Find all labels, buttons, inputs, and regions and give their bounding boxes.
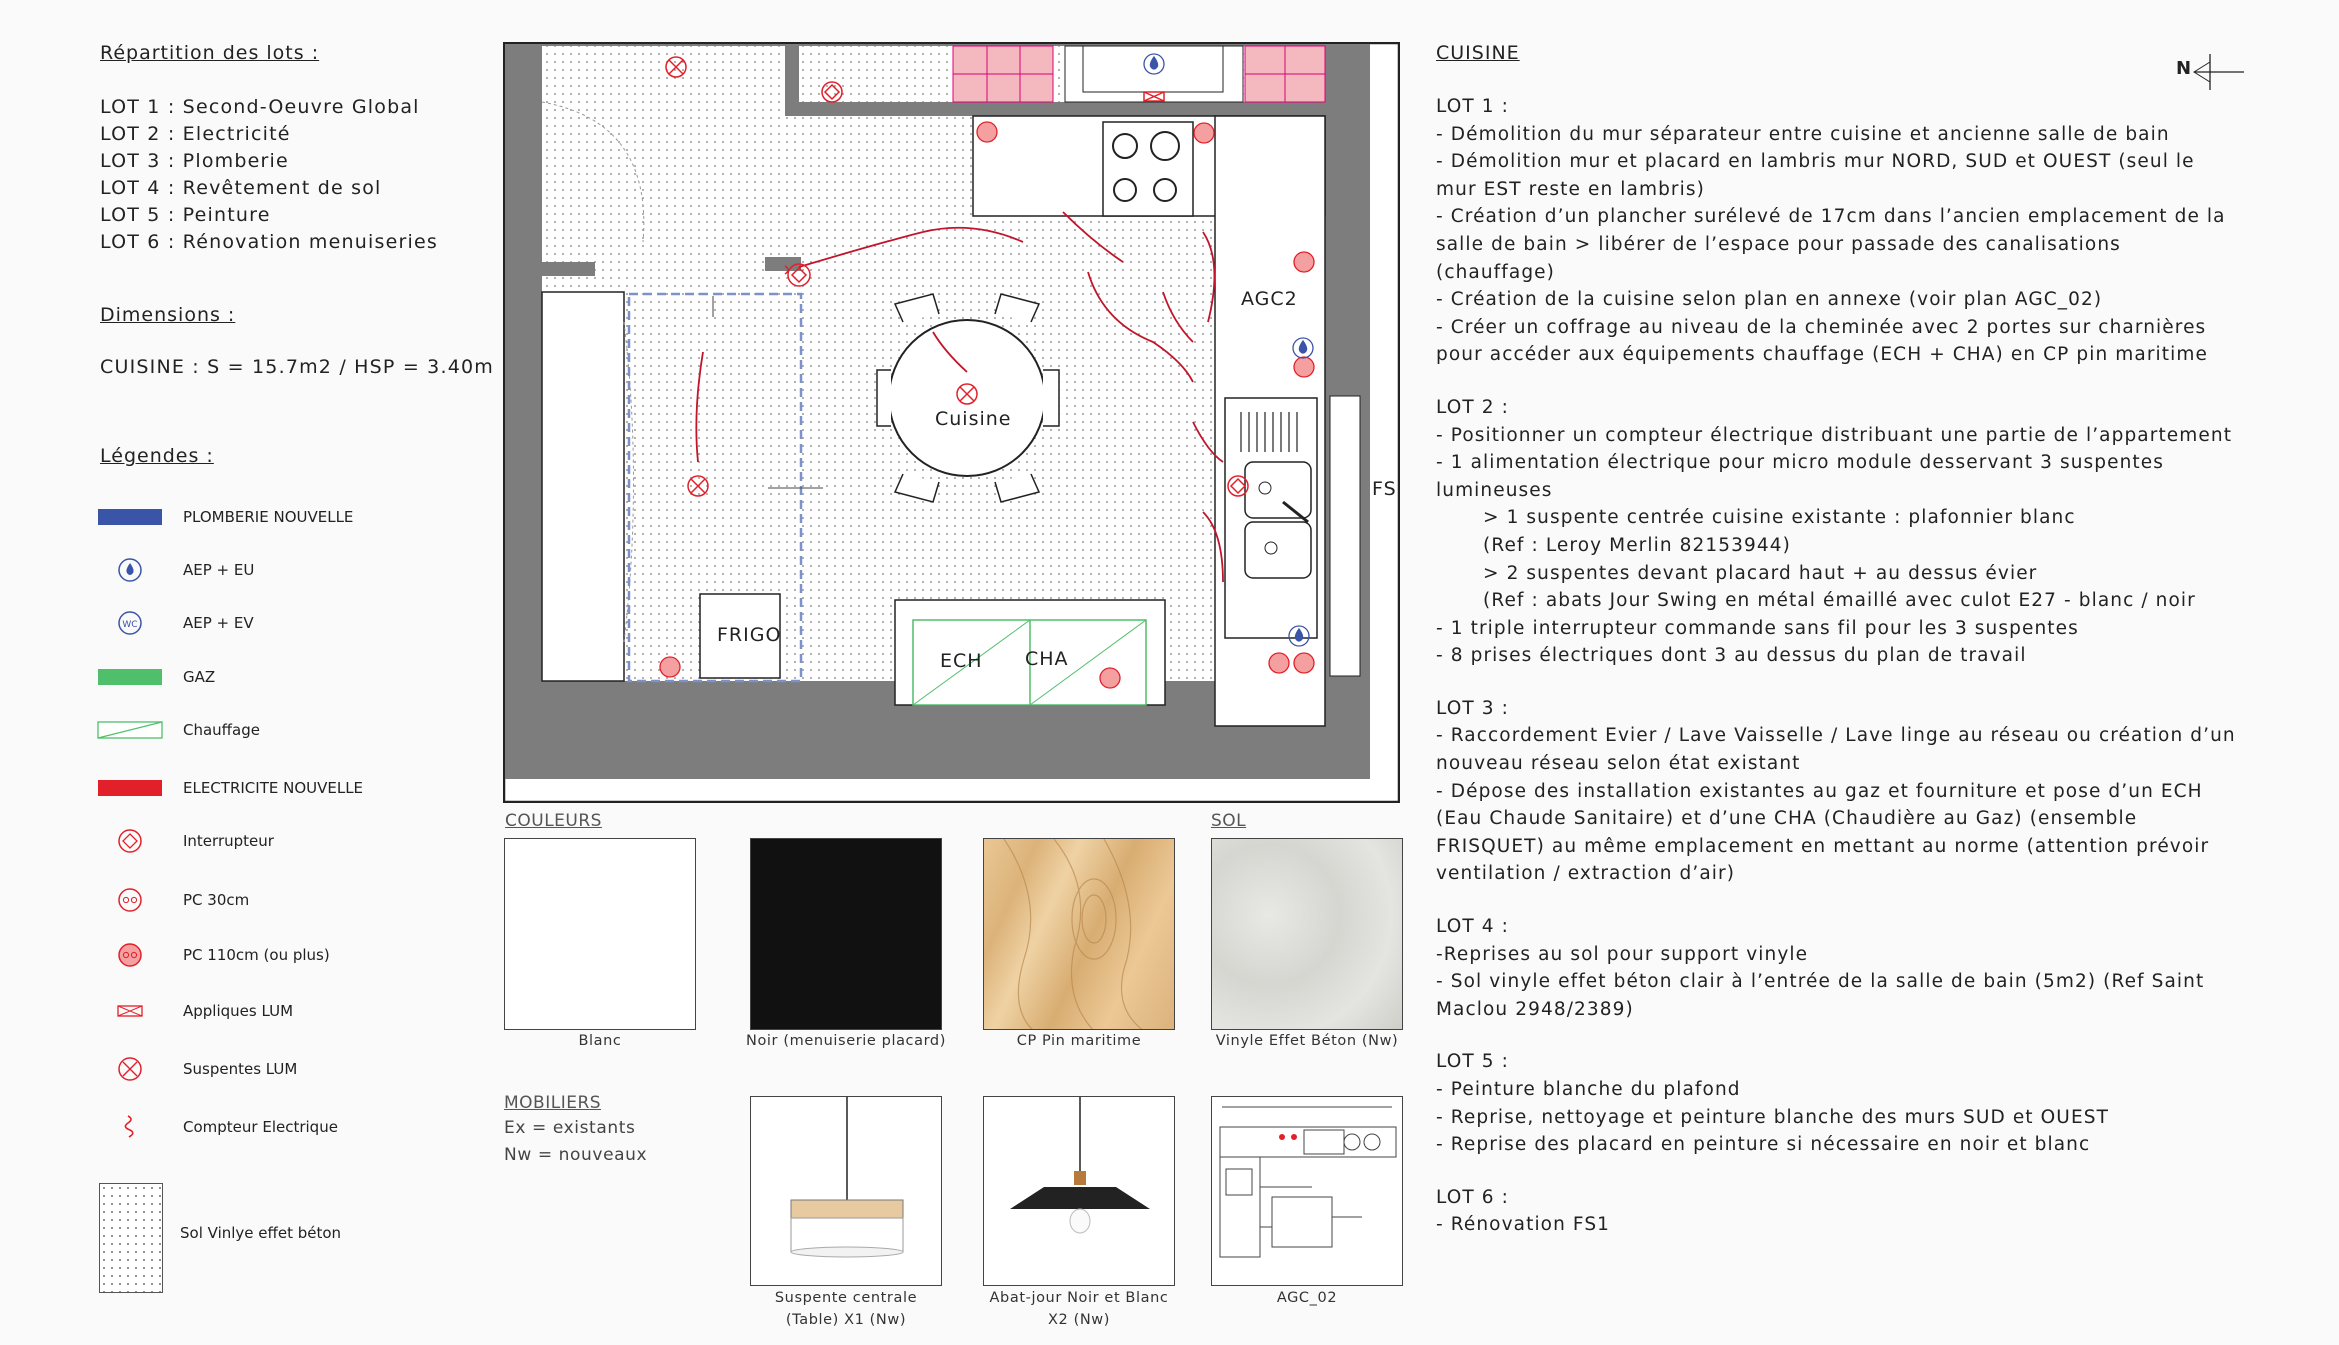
- legend-label: PLOMBERIE NOUVELLE: [183, 508, 354, 526]
- lot1-item: - Création de la cuisine selon plan en annexe (voir plan AGC_02): [1436, 289, 2103, 311]
- sol-hatch: [99, 1183, 163, 1293]
- lot3-item: - Dépose des installation existantes au gaz et fourniture et pose d’un ECH (Eau Chaude Sanitaire) et d’une CHA (Chaudière au Gaz) (ensemble FRISQUET) au même emplacement en mettant au norme (attention prévoir ventilation / extraction d’air): [1436, 780, 2210, 885]
- chauffage-bar: [95, 720, 165, 740]
- swatch-caption: Blanc: [578, 1033, 622, 1049]
- agc2-label: AGC2: [1241, 288, 1298, 310]
- gaz-bar: [95, 669, 165, 685]
- legend-label: Interrupteur: [183, 832, 274, 850]
- legend-label: GAZ: [183, 668, 216, 686]
- mobilier-caption-line: (Table) X1 (Nw): [785, 1312, 907, 1328]
- wood-grain: [984, 839, 1175, 1030]
- abat-jour-drawing: [984, 1097, 1175, 1286]
- legend-item: [95, 935, 330, 975]
- lots-list: [100, 94, 438, 256]
- cuisine-title: CUISINE: [1436, 42, 1520, 64]
- lot-item: LOT 3 : Plomberie: [100, 150, 289, 172]
- legend-label: Appliques LUM: [183, 1002, 294, 1020]
- legend-item: [95, 821, 274, 861]
- legend-label: AEP + EU: [183, 561, 255, 579]
- applique-icon: [95, 1003, 165, 1019]
- agc02-image: [1211, 1096, 1403, 1286]
- mobiliers-ex: Ex = existants: [504, 1118, 636, 1138]
- dimensions-title: Dimensions :: [100, 304, 236, 326]
- lot1-item: - Démolition mur et placard en lambris mur NORD, SUD et OUEST (seul le mur EST reste en lambris): [1436, 151, 2195, 200]
- wc-circle-icon: [95, 610, 165, 636]
- legend-label: Chauffage: [183, 721, 260, 739]
- swatch-caption: Vinyle Effet Béton (Nw): [1215, 1033, 1399, 1049]
- ech-label: ECH: [940, 650, 983, 672]
- legend-label: PC 30cm: [183, 891, 250, 909]
- lot-item: LOT 2 : Electricité: [100, 123, 291, 145]
- lot1-item: - Démolition du mur séparateur entre cuisine et ancienne salle de bain: [1436, 123, 2170, 145]
- description: [1436, 93, 2236, 1239]
- mobiliers-nw: Nw = nouveaux: [504, 1145, 648, 1165]
- suspente-drawing: [751, 1097, 942, 1286]
- lot-item: LOT 5 : Peinture: [100, 204, 271, 226]
- abat-jour-image: [983, 1096, 1175, 1286]
- electricite-bar: [95, 780, 165, 796]
- lot5-item: - Reprise des placard en peinture si nécessaire en noir et blanc: [1436, 1134, 2091, 1156]
- legend-item: [95, 1107, 338, 1147]
- lot4-item: - Sol vinyle effet béton clair à l’entrée de la salle de bain (5m2) (Ref Saint Maclou 2948/2389): [1436, 971, 2205, 1020]
- sol-title: SOL: [1211, 811, 1247, 831]
- swatch-noir: [750, 838, 942, 1030]
- north-arrow: [2176, 52, 2244, 92]
- cha-label: CHA: [1025, 648, 1069, 670]
- legend-label: Suspentes LUM: [183, 1060, 298, 1078]
- lot-item: LOT 1 : Second-Oeuvre Global: [100, 96, 420, 118]
- lot6-title: LOT 6 :: [1436, 1186, 1509, 1208]
- suspente-icon: [95, 1055, 165, 1083]
- lot2-item: - 1 triple interrupteur commande sans fil pour les 3 suspentes: [1436, 617, 2079, 639]
- legend-item: [95, 880, 250, 920]
- swatch-blanc: [504, 838, 696, 1030]
- legend-label: AEP + EV: [183, 614, 254, 632]
- legend-item: [95, 550, 255, 590]
- lot2-subitem: (Ref : Leroy Merlin 82153944): [1483, 534, 1791, 556]
- legend-item: [95, 991, 294, 1031]
- swatch-caption: CP Pin maritime: [1016, 1033, 1142, 1049]
- plomberie-bar: [95, 509, 165, 525]
- lot-item: LOT 4 : Revêtement de sol: [100, 177, 382, 199]
- mobilier-caption: [730, 1287, 962, 1331]
- lot2-subitem: (Ref : abats Jour Swing en métal émaillé avec culot E27 - blanc / noir: [1483, 590, 2196, 612]
- legend-label: Compteur Electrique: [183, 1118, 338, 1136]
- pc30-icon: [95, 886, 165, 914]
- swatch-pin-maritime: [983, 838, 1175, 1030]
- legend-label: Sol Vinlye effet béton: [180, 1224, 342, 1242]
- legend-item: [95, 1049, 298, 1089]
- cuisine-label: Cuisine: [935, 408, 1012, 430]
- lots-title: Répartition des lots :: [100, 42, 320, 64]
- lot6-item: - Rénovation FS1: [1436, 1214, 1611, 1236]
- lot5-title: LOT 5 :: [1436, 1051, 1509, 1073]
- swatch-caption: Noir (menuiserie placard): [746, 1033, 946, 1049]
- legend-item: [95, 657, 216, 697]
- mobiliers-title: MOBILIERS: [504, 1093, 602, 1113]
- legend-label: PC 110cm (ou plus): [183, 946, 330, 964]
- pc110-icon: [95, 941, 165, 969]
- mobilier-caption-line: Suspente centrale: [774, 1290, 918, 1306]
- legend-label: ELECTRICITE NOUVELLE: [183, 779, 364, 797]
- mobilier-caption-line: Abat-jour Noir et Blanc: [989, 1290, 1169, 1306]
- north-arrow-icon: [2190, 52, 2244, 92]
- north-label: N: [2176, 58, 2192, 79]
- legend-item: [95, 603, 254, 643]
- lot2-item: - 8 prises électriques dont 3 au dessus du plan de travail: [1436, 645, 2027, 667]
- svg-text:WC: WC: [122, 620, 138, 630]
- fs-label: FS: [1372, 478, 1397, 500]
- suspente-centrale-image: [750, 1096, 942, 1286]
- lot2-item: - Positionner un compteur électrique distribuant une partie de l’appartement: [1436, 424, 2233, 446]
- lot3-title: LOT 3 :: [1436, 697, 1509, 719]
- compteur-icon: [95, 1113, 165, 1141]
- swatch-vinyle-beton: [1211, 838, 1403, 1030]
- dimensions-text: CUISINE : S = 15.7m2 / HSP = 3.40m: [100, 356, 494, 378]
- lot2-title: LOT 2 :: [1436, 396, 1509, 418]
- interrupteur-icon: [95, 827, 165, 855]
- legend-item: [95, 768, 364, 808]
- lot1-item: - Créer un coffrage au niveau de la cheminée avec 2 portes sur charnières pour accéder aux équipements chauffage (ECH + CHA) en CP pin maritime: [1436, 316, 2208, 366]
- floor-plan: [503, 42, 1400, 803]
- lot2-item: - 1 alimentation électrique pour micro module desservant 3 suspentes lumineuses: [1436, 452, 2164, 501]
- lot4-item: -Reprises au sol pour support vinyle: [1436, 943, 1809, 965]
- lot2-subitem: > 1 suspente centrée cuisine existante : plafonnier blanc: [1483, 507, 2076, 529]
- couleurs-title: COULEURS: [505, 811, 602, 831]
- legend-title: Légendes :: [100, 445, 214, 467]
- agc02-drawing: [1212, 1097, 1403, 1286]
- legend-item: [95, 710, 260, 750]
- mobilier-caption: [963, 1287, 1195, 1331]
- lot1-title: LOT 1 :: [1436, 96, 1509, 117]
- lot5-item: - Reprise, nettoyage et peinture blanche des murs SUD et OUEST: [1436, 1106, 2109, 1128]
- lot2-subitem: > 2 suspentes devant placard haut + au dessus évier: [1483, 562, 2038, 584]
- mobilier-caption: AGC_02: [1276, 1290, 1338, 1306]
- lot4-title: LOT 4 :: [1436, 916, 1509, 938]
- mobilier-caption-line: X2 (Nw): [1048, 1312, 1110, 1328]
- lot1-item: - Création d’un plancher surélevé de 17cm dans l’ancien emplacement de la salle de bain > libérer de l’espace pour passade des canalisations (chauffage): [1436, 206, 2226, 283]
- lot-item: LOT 6 : Rénovation menuiseries: [100, 231, 438, 253]
- lot5-item: - Peinture blanche du plafond: [1436, 1079, 1741, 1100]
- lot3-item: - Raccordement Evier / Lave Vaisselle / Lave linge au réseau ou création d’un nouveau réseau selon état existant: [1436, 725, 2236, 775]
- legend-item: [95, 497, 354, 537]
- frigo-label: FRIGO: [717, 624, 782, 646]
- drop-circle-icon: [95, 557, 165, 583]
